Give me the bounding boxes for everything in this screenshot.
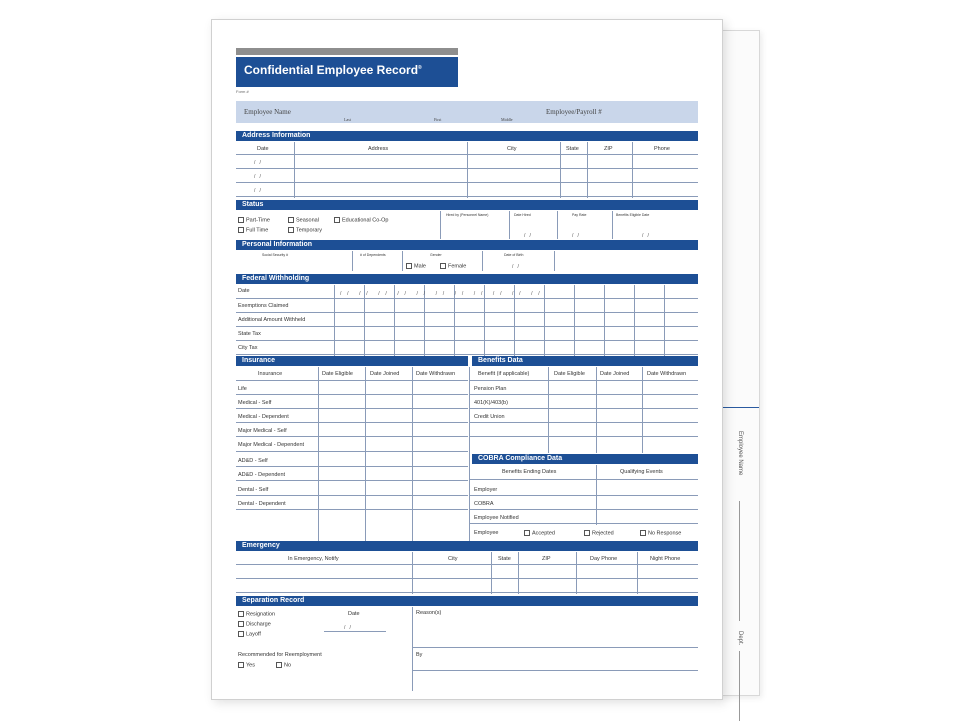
rule	[467, 142, 468, 198]
gender-male[interactable]	[406, 263, 426, 269]
status-part-time[interactable]	[238, 217, 270, 223]
cobra-section-header: COBRA Compliance Data	[472, 454, 698, 464]
checkbox[interactable]	[440, 263, 446, 269]
date-slash: / /	[254, 188, 261, 194]
ins-row: Medical - Dependent	[238, 414, 289, 420]
status-coop[interactable]	[334, 217, 388, 223]
federal-section-header: Federal Withholding	[236, 274, 698, 284]
rule	[352, 251, 353, 271]
rule	[470, 380, 698, 381]
back-employee-name-label: Employee Name	[737, 431, 743, 476]
option-label: Rejected	[592, 530, 614, 537]
option-label: Educational Co-Op	[342, 217, 389, 224]
rule	[518, 552, 519, 594]
checkbox[interactable]	[238, 227, 244, 233]
rule	[470, 422, 698, 423]
payroll-label: Employee/Payroll #	[546, 108, 602, 116]
benefits-eligible-label: Benefits Eligible Date	[616, 213, 650, 217]
rule	[544, 285, 545, 356]
address-col-state: State	[566, 146, 579, 152]
personal-section-header: Personal Information	[236, 240, 698, 250]
cobra-row: COBRA	[474, 501, 494, 507]
rule	[236, 340, 698, 341]
sep-resignation[interactable]	[238, 611, 275, 617]
em-col-notify: In Emergency, Notify	[288, 556, 339, 562]
ins-col-joined: Date Joined	[370, 371, 400, 377]
address-col-phone: Phone	[654, 146, 670, 152]
option-label: Discharge	[246, 621, 271, 628]
rule	[470, 394, 698, 395]
checkbox[interactable]	[524, 530, 530, 536]
ben-row: 401(K)/403(b)	[474, 400, 508, 406]
rule	[470, 523, 698, 524]
rule	[612, 211, 613, 239]
rule	[587, 142, 588, 198]
date-slash: / /	[254, 174, 261, 180]
option-label: Resignation	[246, 611, 276, 618]
form-title: Confidential Employee Record	[244, 63, 419, 77]
rule	[236, 326, 698, 327]
ben-col-eligible: Date Eligible	[554, 371, 585, 377]
rule	[412, 552, 413, 594]
rule	[664, 285, 665, 356]
rule	[236, 592, 698, 593]
rule	[294, 142, 295, 198]
sep-date-label: Date	[348, 611, 360, 617]
cobra-accepted[interactable]	[524, 530, 555, 536]
cobra-row: Employer	[474, 487, 498, 493]
option-label: Temporary	[296, 227, 322, 234]
ins-col-insurance: Insurance	[258, 371, 283, 377]
status-section-header: Status	[236, 200, 698, 210]
rule	[236, 380, 468, 381]
address-col-date: Date	[257, 146, 269, 152]
federal-row-date: Date	[238, 288, 250, 294]
sep-by-label: By	[416, 652, 423, 658]
checkbox[interactable]	[238, 611, 244, 617]
ins-col-withdrawn: Date Withdrawn	[416, 371, 456, 377]
option-label: No	[284, 662, 292, 669]
em-col-zip: ZIP	[542, 556, 551, 562]
employee-record-form	[211, 19, 723, 700]
checkbox[interactable]	[288, 227, 294, 233]
header-gray-bar	[236, 48, 458, 55]
option-label: Seasonal	[296, 217, 319, 224]
ins-row: Dental - Self	[238, 487, 269, 493]
tab-divider	[719, 407, 759, 408]
rule	[236, 312, 698, 313]
last-label: Last	[344, 117, 351, 122]
hired-by-label: Hired by (Personnel Name)	[446, 213, 489, 217]
federal-row-city-tax: City Tax	[238, 345, 258, 351]
rule	[236, 298, 698, 299]
rule	[236, 354, 698, 355]
ben-col-withdrawn: Date Withdrawn	[647, 371, 687, 377]
rule	[634, 285, 635, 356]
option-label: No Response	[648, 530, 682, 537]
emergency-section-header: Emergency	[236, 541, 698, 551]
sep-no[interactable]	[276, 662, 291, 668]
dob-label: Date of Birth	[504, 253, 524, 257]
rule	[236, 422, 468, 423]
option-label: Yes	[246, 662, 255, 669]
option-label: Part-Time	[246, 217, 270, 224]
date-slash: / /	[642, 233, 649, 239]
rule	[236, 564, 698, 565]
rule	[509, 211, 510, 239]
rule	[470, 495, 698, 496]
address-col-address: Address	[368, 146, 389, 152]
cobra-no-response[interactable]	[640, 530, 681, 536]
dependents-label: # of Dependents	[360, 253, 386, 257]
cobra-employee-label: Employee	[474, 530, 499, 536]
option-label: Female	[448, 263, 467, 270]
ben-col-joined: Date Joined	[600, 371, 630, 377]
ins-row: AD&D - Dependent	[238, 472, 286, 478]
ssn-label: Social Security #	[262, 253, 289, 257]
checkbox[interactable]	[640, 530, 646, 536]
ins-row: Medical - Self	[238, 400, 272, 406]
sep-date-line	[324, 631, 386, 632]
checkbox[interactable]	[406, 263, 412, 269]
ben-row: Credit Union	[474, 414, 505, 420]
rule	[554, 251, 555, 271]
rule	[574, 285, 575, 356]
ins-row: Life	[238, 386, 247, 392]
address-col-city: City	[507, 146, 517, 152]
ben-row: Pension Plan	[474, 386, 507, 392]
em-col-state: State	[498, 556, 511, 562]
em-col-night-phone: Night Phone	[650, 556, 681, 562]
ins-row: Major Medical - Self	[238, 428, 287, 434]
back-dept-label: Dept.	[737, 631, 743, 646]
back-dept-line	[739, 651, 740, 721]
sep-layoff[interactable]	[238, 631, 261, 637]
employee-name-bar	[236, 101, 698, 123]
federal-row-additional: Additional Amount Withheld	[238, 317, 306, 323]
rule	[236, 495, 468, 496]
rule	[637, 552, 638, 594]
ins-row: Dental - Dependent	[238, 501, 286, 507]
federal-row-exemptions: Exemptions Claimed	[238, 303, 289, 309]
rule	[557, 211, 558, 239]
rule	[482, 251, 483, 271]
status-temporary[interactable]	[288, 227, 322, 233]
rule	[412, 670, 698, 671]
checkbox[interactable]	[276, 662, 282, 668]
back-page-tab	[718, 30, 760, 696]
ins-col-eligible: Date Eligible	[322, 371, 353, 377]
cobra-row: Employee Notified	[474, 515, 519, 521]
checkbox[interactable]	[238, 217, 244, 223]
em-col-city: City	[448, 556, 458, 562]
gender-female[interactable]	[440, 263, 466, 269]
rule	[236, 436, 468, 437]
cobra-rejected[interactable]	[584, 530, 614, 536]
form-number-label: Form #	[236, 89, 249, 94]
option-label: Layoff	[246, 631, 261, 638]
rule	[470, 436, 698, 437]
rule	[236, 466, 468, 467]
employee-name-label: Employee Name	[244, 108, 291, 116]
rule	[632, 142, 633, 198]
rule	[604, 285, 605, 356]
checkbox[interactable]	[584, 530, 590, 536]
gender-label: Gender	[430, 253, 442, 257]
benefits-section-header: Benefits Data	[472, 356, 698, 366]
date-slash: / /	[572, 233, 579, 239]
status-full-time[interactable]	[238, 227, 268, 233]
sep-yes[interactable]	[238, 662, 255, 668]
federal-row-state-tax: State Tax	[238, 331, 261, 337]
rule	[236, 509, 468, 510]
date-slash: / /	[524, 233, 531, 239]
sep-discharge[interactable]	[238, 621, 271, 627]
trademark-mark: ®	[418, 65, 422, 71]
rule	[236, 451, 468, 452]
rule	[470, 479, 698, 480]
rule	[560, 142, 561, 198]
first-label: First	[434, 117, 442, 122]
checkbox[interactable]	[238, 621, 244, 627]
option-label: Accepted	[532, 530, 555, 537]
checkbox[interactable]	[288, 217, 294, 223]
rule	[576, 552, 577, 594]
rule	[236, 578, 698, 579]
option-label: Male	[414, 263, 426, 270]
rule	[236, 394, 468, 395]
em-col-day-phone: Day Phone	[590, 556, 618, 562]
cobra-col-events: Qualifying Events	[620, 469, 663, 475]
checkbox[interactable]	[238, 662, 244, 668]
rule	[236, 480, 468, 481]
form-title-box	[236, 57, 458, 87]
rule	[334, 285, 335, 356]
cobra-col-ending: Benefits Ending Dates	[502, 469, 557, 475]
rule	[412, 607, 413, 691]
address-col-zip: ZIP	[604, 146, 613, 152]
separation-section-header: Separation Record	[236, 596, 698, 606]
ben-col-benefit: Benefit (if applicable)	[478, 371, 530, 377]
ins-row: Major Medical - Dependent	[238, 442, 305, 448]
rule	[491, 552, 492, 594]
rule	[470, 408, 698, 409]
checkbox[interactable]	[334, 217, 340, 223]
rule	[440, 211, 441, 239]
middle-label: Middle	[501, 117, 513, 122]
rule	[412, 647, 698, 648]
status-seasonal[interactable]	[288, 217, 319, 223]
date-slash: / /	[254, 160, 261, 166]
checkbox[interactable]	[238, 631, 244, 637]
option-label: Full Time	[246, 227, 269, 234]
sep-recommended-label: Recommended for Reemployment	[238, 652, 322, 658]
date-hired-label: Date Hired	[514, 213, 531, 217]
back-name-line	[739, 501, 740, 621]
address-section-header: Address Information	[236, 131, 698, 141]
ins-row: AD&D - Self	[238, 458, 268, 464]
date-slash: / /	[344, 625, 351, 631]
rule	[470, 509, 698, 510]
date-slash-row: / / / / / / / / / / / / / / / / / / / / / /	[340, 291, 541, 297]
rule	[236, 408, 468, 409]
rule	[402, 251, 403, 271]
sep-reasons-label: Reason(s)	[416, 610, 442, 616]
pay-rate-label: Pay Rate	[572, 213, 587, 217]
insurance-section-header: Insurance	[236, 356, 468, 366]
date-slash: / /	[512, 264, 519, 270]
